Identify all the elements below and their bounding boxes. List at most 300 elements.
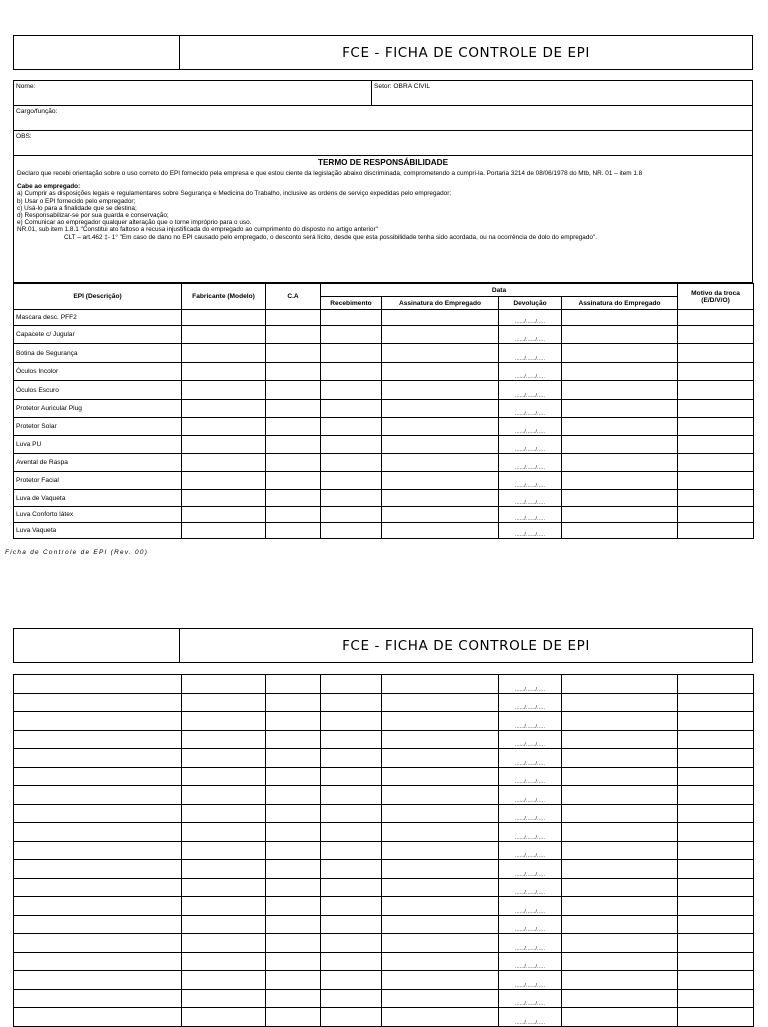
table-cell[interactable] [14,767,182,786]
table-cell[interactable] [321,326,382,344]
table-cell[interactable] [678,310,754,326]
table-cell[interactable] [182,490,266,507]
epi-description: Luva Vaqueta [14,523,182,539]
table-cell[interactable] [562,675,678,694]
table-cell[interactable] [14,878,182,897]
table-cell[interactable] [321,436,382,454]
table-cell[interactable] [562,952,678,971]
table-cell[interactable] [14,712,182,731]
table-cell[interactable] [562,712,678,731]
table-cell[interactable] [321,915,382,934]
table-cell[interactable] [266,418,321,436]
table-cell[interactable] [678,915,754,934]
devolucao-date[interactable]: ....../....../..... [499,841,562,860]
table-cell[interactable] [678,712,754,731]
devolucao-date[interactable]: ....../....../..... [499,472,562,490]
epi-description: Protetor Auricular Plug [14,400,182,418]
form-header [13,35,753,70]
devolucao-date[interactable]: ....../....../..... [499,897,562,916]
table-cell[interactable] [678,1008,754,1027]
table-cell[interactable] [14,934,182,953]
table-cell[interactable] [321,767,382,786]
table-cell[interactable] [266,971,321,990]
table-cell[interactable] [266,344,321,363]
table-cell[interactable] [321,523,382,539]
col-assinatura-1: Assinatura do Empregado [382,297,499,310]
table-cell[interactable] [321,989,382,1008]
table-cell[interactable] [321,730,382,749]
devolucao-date[interactable]: ....../....../..... [499,915,562,934]
table-cell[interactable] [678,507,754,523]
table-cell[interactable] [182,804,266,823]
table-cell[interactable] [562,472,678,490]
table-cell[interactable] [382,472,499,490]
epi-table-continuation-body [14,675,754,1027]
table-cell[interactable] [14,860,182,879]
table-cell[interactable] [562,1008,678,1027]
table-cell[interactable] [321,454,382,472]
table-cell[interactable] [562,878,678,897]
col-ca: C.A [266,284,321,310]
epi-description: Protetor Facial [14,472,182,490]
table-cell[interactable] [321,675,382,694]
table-cell[interactable] [266,454,321,472]
form-title-2: FCE - FICHA DE CONTROLE DE EPI [180,629,753,663]
table-cell[interactable] [321,381,382,400]
table-cell[interactable] [14,730,182,749]
table-cell[interactable] [382,878,499,897]
table-cell[interactable] [266,693,321,712]
table-cell[interactable] [562,749,678,768]
devolucao-date[interactable]: ....../....../..... [499,786,562,805]
table-cell[interactable] [321,472,382,490]
table-row [14,363,754,381]
table-cell[interactable] [182,418,266,436]
table-cell[interactable] [321,490,382,507]
table-cell[interactable] [562,730,678,749]
table-cell[interactable] [678,326,754,344]
table-cell[interactable] [182,523,266,539]
table-cell[interactable] [182,344,266,363]
devolucao-date[interactable]: ....../....../..... [499,363,562,381]
table-cell[interactable] [382,454,499,472]
table-cell[interactable] [562,693,678,712]
table-cell[interactable] [321,823,382,842]
table-cell[interactable] [678,860,754,879]
table-cell[interactable] [382,326,499,344]
table-cell[interactable] [678,381,754,400]
table-cell[interactable] [562,971,678,990]
table-cell[interactable] [382,436,499,454]
table-cell[interactable] [678,454,754,472]
table-cell[interactable] [382,381,499,400]
table-row [14,767,754,786]
table-cell[interactable] [678,490,754,507]
table-cell[interactable] [182,326,266,344]
table-cell[interactable] [382,841,499,860]
epi-description: Avental de Raspa [14,454,182,472]
employee-info [13,80,753,156]
table-cell[interactable] [562,381,678,400]
table-cell[interactable] [321,934,382,953]
table-cell[interactable] [321,971,382,990]
table-cell[interactable] [382,786,499,805]
table-cell[interactable] [678,878,754,897]
table-cell[interactable] [678,804,754,823]
table-row [14,804,754,823]
epi-table [13,283,754,539]
table-cell[interactable] [14,841,182,860]
table-cell[interactable] [14,971,182,990]
logo-box [14,36,180,70]
table-cell[interactable] [321,897,382,916]
duty-item: d) Responsabilizar-se por sua guarda e conservação; [17,212,169,220]
table-cell[interactable] [382,952,499,971]
col-data: Data [321,284,678,297]
table-cell[interactable] [182,767,266,786]
table-cell[interactable] [182,823,266,842]
devolucao-date[interactable]: ....../....../..... [499,934,562,953]
devolucao-date[interactable]: ....../....../..... [499,823,562,842]
table-cell[interactable] [266,507,321,523]
table-cell[interactable] [182,971,266,990]
devolucao-date[interactable]: ....../....../..... [499,804,562,823]
table-cell[interactable] [266,749,321,768]
table-cell[interactable] [182,436,266,454]
table-cell[interactable] [321,400,382,418]
table-cell[interactable] [266,730,321,749]
table-row [14,749,754,768]
table-cell[interactable] [382,363,499,381]
table-cell[interactable] [382,712,499,731]
table-cell[interactable] [321,507,382,523]
table-cell[interactable] [266,823,321,842]
table-cell[interactable] [562,454,678,472]
table-cell[interactable] [182,472,266,490]
table-cell[interactable] [182,507,266,523]
table-cell[interactable] [266,786,321,805]
table-cell[interactable] [678,344,754,363]
devolucao-date[interactable]: ....../....../..... [499,436,562,454]
table-cell[interactable] [678,989,754,1008]
table-cell[interactable] [14,823,182,842]
devolucao-date[interactable]: ....../....../..... [499,400,562,418]
table-cell[interactable] [321,860,382,879]
table-cell[interactable] [678,897,754,916]
devolucao-date[interactable]: ....../....../..... [499,507,562,523]
table-cell[interactable] [382,860,499,879]
table-row [14,971,754,990]
table-cell[interactable] [562,490,678,507]
table-cell[interactable] [321,804,382,823]
table-cell[interactable] [678,675,754,694]
table-cell[interactable] [562,841,678,860]
terms-section [13,155,753,283]
table-cell[interactable] [321,841,382,860]
table-cell[interactable] [14,675,182,694]
table-cell[interactable] [182,310,266,326]
table-cell[interactable] [678,952,754,971]
table-cell[interactable] [678,841,754,860]
devolucao-date[interactable]: ....../....../..... [499,490,562,507]
table-cell[interactable] [266,490,321,507]
table-cell[interactable] [562,310,678,326]
table-cell[interactable] [266,363,321,381]
clt-line: CLT – art.462 ‡- 1° "Em caso de dano no EPI causado pelo empregado, o desconto será lícito, desde que esta possibilidade tenha sido acordada, ou na ocorrência de dolo do empregado". [64,233,598,241]
table-cell[interactable] [182,860,266,879]
epi-description: Luva PU [14,436,182,454]
table-cell[interactable] [182,400,266,418]
table-cell[interactable] [382,1008,499,1027]
devolucao-date[interactable]: ....../....../..... [499,381,562,400]
table-cell[interactable] [562,767,678,786]
table-cell[interactable] [266,1008,321,1027]
table-cell[interactable] [678,436,754,454]
table-cell[interactable] [321,878,382,897]
table-cell[interactable] [382,971,499,990]
devolucao-date[interactable]: ....../....../..... [499,878,562,897]
table-cell[interactable] [266,915,321,934]
table-cell[interactable] [182,786,266,805]
table-cell[interactable] [562,897,678,916]
table-row [14,730,754,749]
table-cell[interactable] [182,897,266,916]
table-cell[interactable] [321,749,382,768]
table-cell[interactable] [266,310,321,326]
table-cell[interactable] [14,952,182,971]
table-cell[interactable] [382,310,499,326]
table-cell[interactable] [382,730,499,749]
devolucao-date[interactable]: ....../....../..... [499,675,562,694]
table-cell[interactable] [321,363,382,381]
epi-description: Botina de Segurança [14,344,182,363]
table-cell[interactable] [182,675,266,694]
table-cell[interactable] [14,989,182,1008]
table-row [14,310,754,326]
form-title: FCE - FICHA DE CONTROLE DE EPI [180,36,753,70]
table-row [14,897,754,916]
duty-item: c) Usá-lo para a finalidade que se destina; [17,204,137,212]
table-cell[interactable] [562,934,678,953]
table-cell[interactable] [678,823,754,842]
table-cell[interactable] [562,989,678,1008]
table-cell[interactable] [266,952,321,971]
table-cell[interactable] [382,934,499,953]
table-cell[interactable] [678,400,754,418]
devolucao-date[interactable]: ....../....../..... [499,310,562,326]
table-cell[interactable] [382,523,499,539]
table-cell[interactable] [14,804,182,823]
table-cell[interactable] [382,749,499,768]
table-cell[interactable] [266,436,321,454]
table-cell[interactable] [562,523,678,539]
duties-title: Cabe ao empregado: [17,183,81,191]
epi-description: Óculos Escuro [14,381,182,400]
table-cell[interactable] [382,693,499,712]
table-cell[interactable] [678,971,754,990]
table-row [14,326,754,344]
devolucao-date[interactable]: ....../....../..... [499,418,562,436]
table-cell[interactable] [266,841,321,860]
devolucao-date[interactable]: ....../....../..... [499,1008,562,1027]
table-cell[interactable] [14,915,182,934]
table-row [14,400,754,418]
table-cell[interactable] [182,952,266,971]
devolucao-date[interactable]: ....../....../..... [499,952,562,971]
table-cell[interactable] [321,310,382,326]
table-cell[interactable] [321,693,382,712]
table-cell[interactable] [266,712,321,731]
table-cell[interactable] [678,418,754,436]
table-cell[interactable] [182,730,266,749]
table-cell[interactable] [382,804,499,823]
col-devolucao: Devolução [499,297,562,310]
table-cell[interactable] [382,823,499,842]
table-row [14,418,754,436]
table-cell[interactable] [382,767,499,786]
table-cell[interactable] [182,1008,266,1027]
table-cell[interactable] [678,523,754,539]
table-cell[interactable] [382,490,499,507]
epi-description: Capacete c/ Jugular [14,326,182,344]
table-cell[interactable] [266,804,321,823]
table-cell[interactable] [182,363,266,381]
devolucao-date[interactable]: ....../....../..... [499,730,562,749]
table-row [14,915,754,934]
devolucao-date[interactable]: ....../....../..... [499,989,562,1008]
table-cell[interactable] [678,749,754,768]
devolucao-date[interactable]: ....../....../..... [499,749,562,768]
table-cell[interactable] [382,675,499,694]
table-cell[interactable] [266,400,321,418]
table-cell[interactable] [266,326,321,344]
table-row [14,712,754,731]
table-cell[interactable] [382,418,499,436]
table-cell[interactable] [678,786,754,805]
table-cell[interactable] [321,712,382,731]
table-cell[interactable] [266,878,321,897]
devolucao-date[interactable]: ....../....../..... [499,454,562,472]
table-cell[interactable] [562,363,678,381]
table-cell[interactable] [562,786,678,805]
col-fabricante: Fabricante (Modelo) [182,284,266,310]
table-row [14,860,754,879]
table-cell[interactable] [14,749,182,768]
table-cell[interactable] [382,897,499,916]
logo-box-2 [14,629,180,663]
table-cell[interactable] [182,693,266,712]
table-cell[interactable] [266,472,321,490]
obs-field[interactable]: OBS: [14,131,753,156]
epi-table-continuation [13,674,754,1027]
table-cell[interactable] [182,934,266,953]
table-cell[interactable] [562,860,678,879]
table-cell[interactable] [14,1008,182,1027]
devolucao-date[interactable]: ....../....../..... [499,712,562,731]
table-cell[interactable] [182,749,266,768]
duty-item: e) Comunicar ao empregador qualquer alteração que o torne impróprio para o uso. [17,219,252,227]
table-cell[interactable] [182,989,266,1008]
table-cell[interactable] [266,767,321,786]
table-row [14,675,754,694]
table-cell[interactable] [562,823,678,842]
table-row [14,952,754,971]
table-cell[interactable] [562,436,678,454]
table-row [14,1008,754,1027]
table-cell[interactable] [266,897,321,916]
table-cell[interactable] [266,989,321,1008]
table-cell[interactable] [321,952,382,971]
table-cell[interactable] [321,1008,382,1027]
table-cell[interactable] [562,400,678,418]
table-cell[interactable] [266,523,321,539]
table-cell[interactable] [14,693,182,712]
table-cell[interactable] [678,472,754,490]
table-row [14,454,754,472]
table-cell[interactable] [266,675,321,694]
table-cell[interactable] [14,897,182,916]
table-cell[interactable] [182,878,266,897]
table-cell[interactable] [678,730,754,749]
table-cell[interactable] [562,326,678,344]
table-cell[interactable] [182,454,266,472]
devolucao-date[interactable]: ....../....../..... [499,971,562,990]
table-cell[interactable] [14,786,182,805]
table-cell[interactable] [182,381,266,400]
table-cell[interactable] [266,381,321,400]
table-cell[interactable] [382,400,499,418]
table-cell[interactable] [182,915,266,934]
devolucao-date[interactable]: ....../....../..... [499,326,562,344]
table-cell[interactable] [562,344,678,363]
col-recebimento: Recebimento [321,297,382,310]
table-cell[interactable] [321,786,382,805]
setor-field[interactable]: Setor: OBRA CIVIL [372,81,753,106]
table-cell[interactable] [562,507,678,523]
table-cell[interactable] [182,712,266,731]
table-cell[interactable] [321,344,382,363]
table-cell[interactable] [382,344,499,363]
devolucao-date[interactable]: ....../....../..... [499,344,562,363]
table-row [14,472,754,490]
cargo-field[interactable]: Cargo/função: [14,106,753,131]
devolucao-date[interactable]: ....../....../..... [499,693,562,712]
table-cell[interactable] [382,989,499,1008]
devolucao-date[interactable]: ....../....../..... [499,767,562,786]
table-cell[interactable] [266,860,321,879]
table-cell[interactable] [266,934,321,953]
table-cell[interactable] [678,934,754,953]
table-cell[interactable] [678,363,754,381]
table-row [14,823,754,842]
nome-field[interactable]: Nome: [14,81,372,106]
table-cell[interactable] [382,507,499,523]
epi-description: Luva de Vaqueta [14,490,182,507]
duty-item: b) Usar o EPI fornecido pelo empregador; [17,197,136,205]
table-cell[interactable] [321,418,382,436]
table-cell[interactable] [562,804,678,823]
table-cell[interactable] [182,841,266,860]
table-cell[interactable] [562,418,678,436]
table-cell[interactable] [562,915,678,934]
table-row [14,490,754,507]
table-cell[interactable] [678,767,754,786]
table-row [14,381,754,400]
table-cell[interactable] [382,915,499,934]
table-cell[interactable] [678,693,754,712]
devolucao-date[interactable]: ....../....../..... [499,860,562,879]
devolucao-date[interactable]: ....../....../..... [499,523,562,539]
